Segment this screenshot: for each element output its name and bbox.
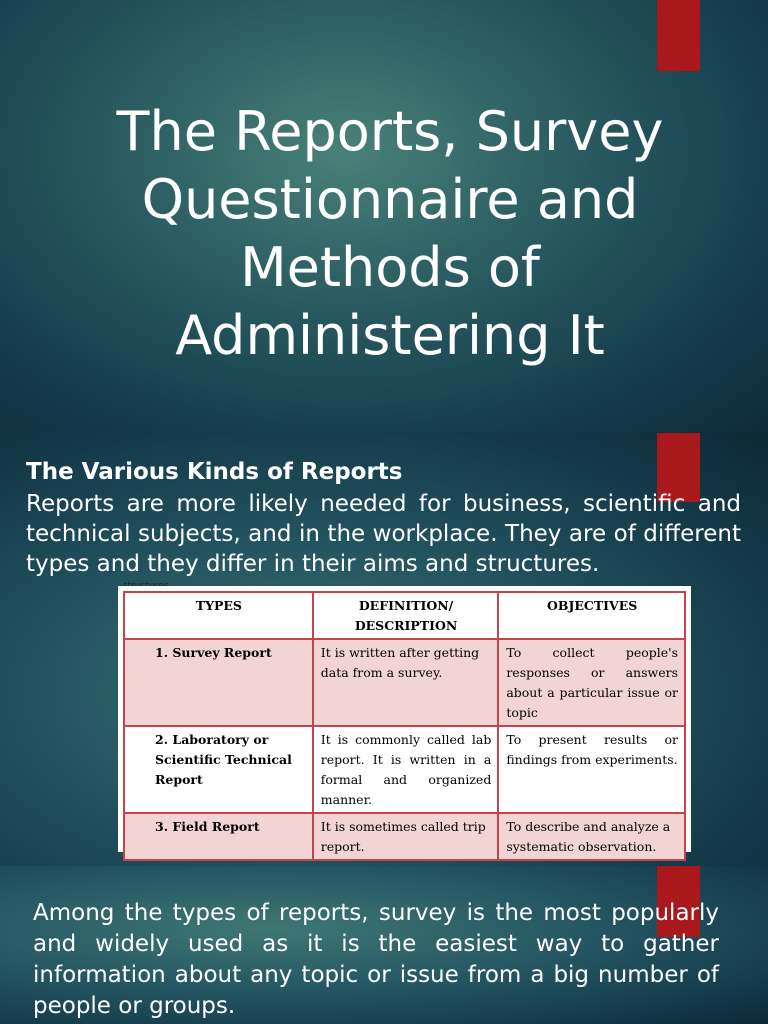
definition-cell: It is commonly called lab report. It is written in a formal and organized manner.: [313, 726, 499, 813]
slide-title: [60, 98, 720, 370]
definition-cell: It is written after getting data from a survey.: [313, 639, 499, 726]
reports-table: [123, 591, 686, 861]
column-header: DEFINITION/ DESCRIPTION: [313, 592, 499, 639]
table-row: [124, 813, 685, 860]
column-header: TYPES: [124, 592, 313, 639]
type-cell: 1. Survey Report: [124, 639, 313, 726]
title-slide: [0, 0, 768, 432]
table-row: [124, 726, 685, 813]
title-line: The Reports, Survey: [116, 100, 664, 163]
section-heading: The Various Kinds of Reports: [26, 459, 403, 485]
objective-cell: To collect people's responses or answers about a particular issue or topic: [498, 639, 685, 726]
title-line: Administering It: [175, 304, 605, 367]
objective-cell: To present results or findings from experiments.: [498, 726, 685, 813]
survey-summary-slide: [0, 866, 768, 1024]
reports-types-slide: [0, 432, 768, 866]
type-cell: 3. Field Report: [124, 813, 313, 860]
title-line: Questionnaire and: [141, 168, 639, 231]
accent-bar: [657, 0, 700, 71]
summary-paragraph: Among the types of reports, survey is the most popularly and widely used as it is the easiest way to gather information about any topic or issue from a big number of people or groups.: [33, 900, 719, 1019]
title-line: Methods of: [240, 236, 540, 299]
objective-cell: To describe and analyze a systematic observation.: [498, 813, 685, 860]
column-header: OBJECTIVES: [498, 592, 685, 639]
definition-cell: It is sometimes called trip report.: [313, 813, 499, 860]
intro-paragraph: Reports are more likely needed for business, scientific and technical subjects, and in the workplace. They are of different types and they differ in their aims and structures.: [26, 491, 741, 577]
table-header-row: [124, 592, 685, 639]
reports-table-image: [118, 586, 691, 852]
type-cell: 2. Laboratory or Scientific Technical Report: [124, 726, 313, 813]
table-row: [124, 639, 685, 726]
